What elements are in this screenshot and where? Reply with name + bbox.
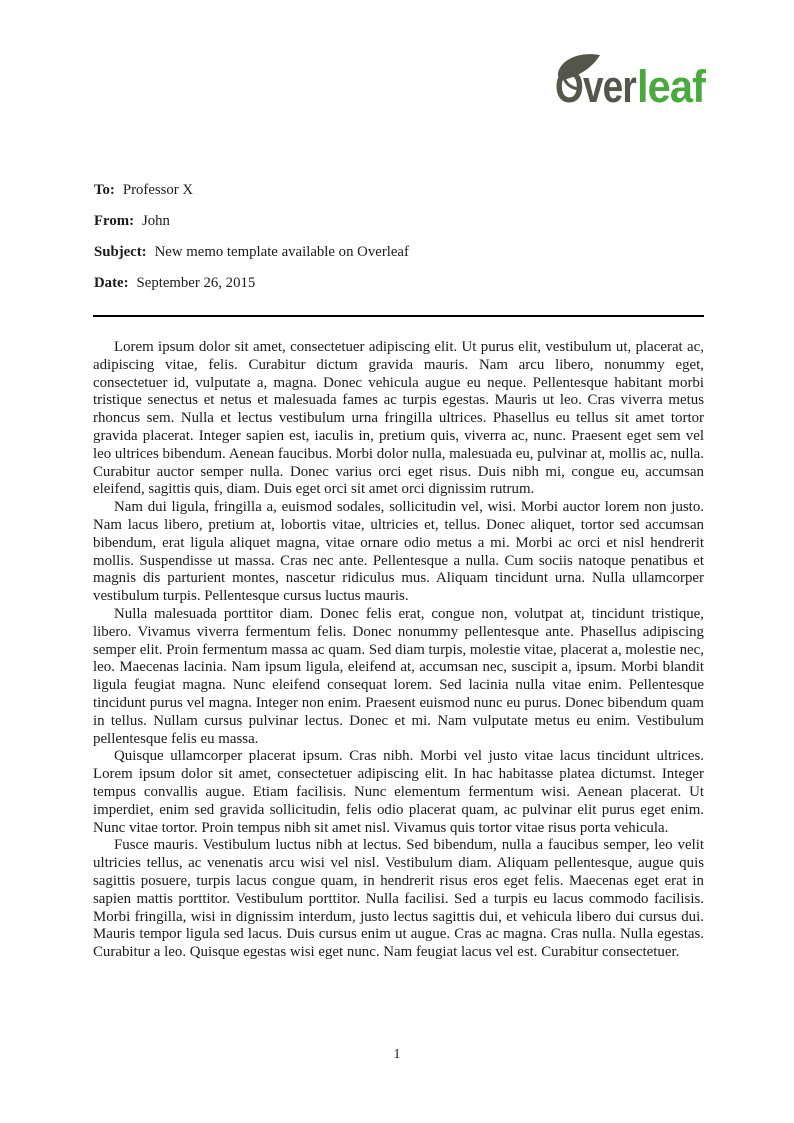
memo-field-subject-label: Subject: (94, 244, 147, 260)
body-paragraph-4: Quisque ullamcorper placerat ipsum. Cras nibh. Morbi vel justo vitae lacus tincidunt ultrices. Lorem ipsum dolor sit amet, consectetuer adipiscing elit. In hac habitasse platea dictumst. Integer tempus convallis augue. Etiam facilisis. Nunc elementum fermentum wisi. Aenean placerat. Ut imperdiet, enim sed gravida sollicitudin, felis odio placerat quam, ac pulvinar elit purus eget enim. Nunc vitae tortor. Proin tempus nibh sit amet nisl. Vivamus quis tortor vitae risus porta vehicula. (93, 748, 704, 836)
logo-text-leaf: leaf (637, 61, 707, 107)
memo-field-subject (94, 243, 704, 262)
memo-field-to-label: To: (94, 182, 115, 198)
body-paragraph-3: Nulla malesuada porttitor diam. Donec felis erat, congue non, volutpat at, tincidunt tristique, libero. Vivamus viverra fermentum felis. Donec nonummy pellentesque ante. Phasellus adipiscing semper elit. Proin fermentum massa ac quam. Sed diam turpis, molestie vitae, placerat a, molestie nec, leo. Maecenas lacinia. Nam ipsum ligula, eleifend at, accumsan nec, suscipit a, ipsum. Morbi blandit ligula feugiat magna. Nunc eleifend consequat lorem. Sed lacinia nulla vitae enim. Pellentesque tincidunt purus vel magna. Integer non enim. Praesent euismod nunc eu purus. Donec bibendum quam in tellus. Nullam cursus pulvinar lectus. Donec et mi. Nam vulputate metus eu enim. Vestibulum pellentesque felis eu massa. (93, 605, 704, 747)
memo-field-date-label: Date: (94, 275, 129, 291)
memo-field-to (94, 181, 704, 200)
body-paragraph-2: Nam dui ligula, fringilla a, euismod sodales, sollicitudin vel, wisi. Morbi auctor lorem non justo. Nam lacus libero, pretium at, lobortis vitae, ultricies et, tellus. Donec aliquet, tortor sed accumsan bibendum, erat ligula aliquet magna, vitae ornare odio metus a mi. Morbi ac orci et nisl hendrerit mollis. Suspendisse ut massa. Cras nec ante. Pellentesque a nulla. Cum sociis natoque penatibus et magnis dis parturient montes, nascetur ridiculus mus. Aliquam tincidunt urna. Nulla ullamcorper vestibulum turpis. Pellentesque cursus luctus mauris. (93, 499, 704, 605)
memo-header (94, 181, 704, 305)
memo-field-subject-value: New memo template available on Overleaf (154, 244, 409, 260)
memo-field-from (94, 212, 704, 231)
overleaf-logo (555, 54, 707, 112)
memo-field-from-label: From: (94, 213, 134, 229)
logo-text-over: Over (555, 61, 637, 107)
memo-field-date-value: September 26, 2015 (136, 275, 256, 291)
header-divider-rule (93, 315, 704, 317)
overleaf-logo-graphic (555, 54, 707, 107)
page-number: 1 (393, 1047, 401, 1062)
memo-field-from-value: John (142, 213, 170, 229)
body-paragraph-5: Fusce mauris. Vestibulum luctus nibh at lectus. Sed bibendum, nulla a faucibus semper, leo velit ultricies tellus, ac venenatis arcu wisi vel nisl. Vestibulum diam. Aliquam pellentesque, augue quis sagittis posuere, turpis lacus congue quam, in hendrerit risus eros eget felis. Maecenas eget erat in sapien mattis porttitor. Vestibulum porttitor. Nulla facilisi. Sed a turpis eu lacus commodo facilisis. Morbi fringilla, wisi in dignissim interdum, justo lectus sagittis dui, et vehicula libero dui cursus dui. Mauris tempor ligula sed lacus. Duis cursus enim ut augue. Cras ac magna. Cras nulla. Nulla egestas. Curabitur a leo. Quisque egestas wisi eget nunc. Nam feugiat lacus vel est. Curabitur consectetuer. (93, 837, 704, 961)
memo-field-to-value: Professor X (122, 182, 194, 198)
memo-field-date (94, 274, 704, 293)
memo-body (93, 339, 704, 962)
body-paragraph-1: Lorem ipsum dolor sit amet, consectetuer adipiscing elit. Ut purus elit, vestibulum ut, placerat ac, adipiscing vitae, felis. Curabitur dictum gravida mauris. Nam arcu libero, nonummy eget, consectetuer id, vulputate a, magna. Donec vehicula augue eu neque. Pellentesque habitant morbi tristique senectus et netus et malesuada fames ac turpis egestas. Mauris ut leo. Cras viverra metus rhoncus sem. Nulla et lectus vestibulum urna fringilla ultrices. Phasellus eu tellus sit amet tortor gravida placerat. Integer sapien est, iaculis in, pretium quis, viverra ac, nunc. Praesent eget sem vel leo ultrices bibendum. Aenean faucibus. Morbi dolor nulla, malesuada eu, pulvinar at, mollis ac, nulla. Curabitur auctor semper nulla. Donec varius orci eget risus. Duis nibh mi, congue eu, accumsan eleifend, sagittis quis, diam. Duis eget orci sit amet orci dignissim rutrum. (93, 339, 704, 498)
